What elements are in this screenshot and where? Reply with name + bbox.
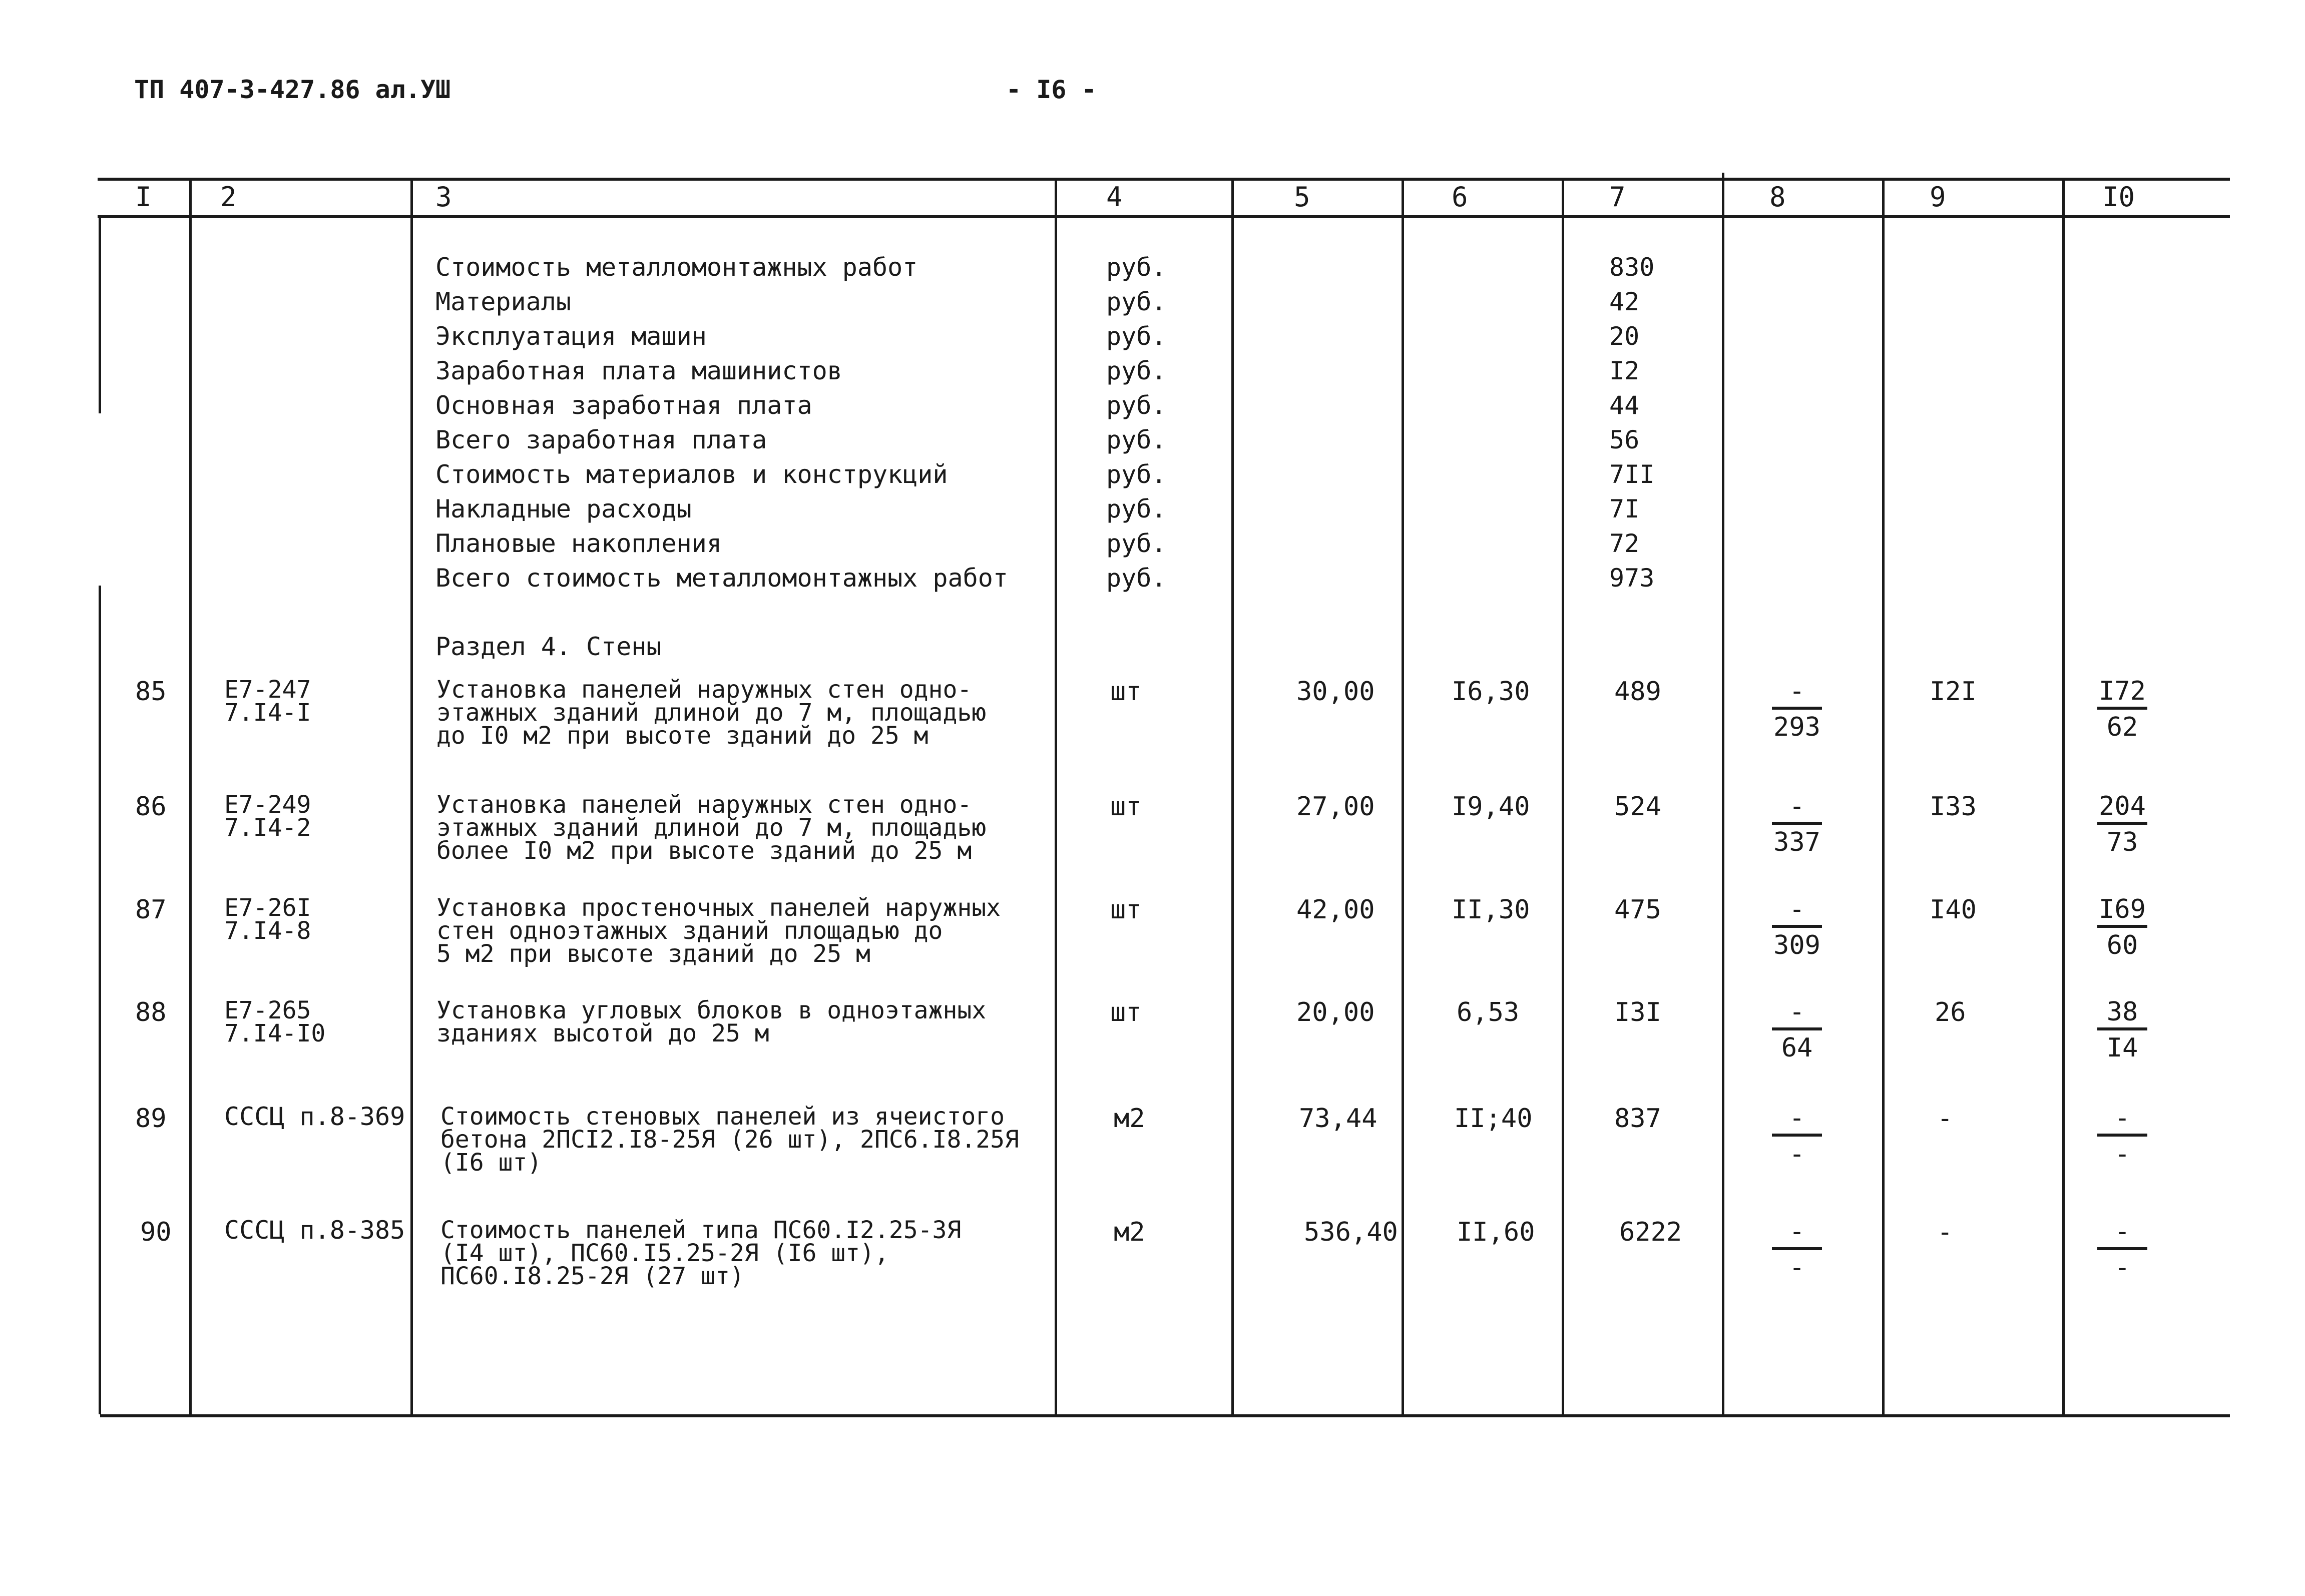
fraction-numerator: - — [2114, 1217, 2130, 1247]
row-unit: шт — [1110, 997, 1142, 1027]
row-col8-fraction — [1772, 996, 1822, 1063]
fraction-denominator: I4 — [2106, 1033, 2138, 1063]
column-divider — [410, 178, 413, 1414]
column-number: 5 — [1294, 181, 1310, 213]
fraction-bar — [2097, 822, 2147, 825]
cost-line-value: 973 — [1609, 564, 1655, 593]
cost-line-value: 56 — [1609, 425, 1640, 454]
fraction-bar — [1772, 822, 1822, 825]
cost-line-value: 72 — [1609, 529, 1640, 558]
fraction-bar — [2097, 1027, 2147, 1030]
row-col10-fraction — [2097, 676, 2147, 743]
fraction-denominator: - — [1789, 1253, 1805, 1283]
row-number: 87 — [135, 895, 167, 925]
column-divider — [1882, 178, 1885, 1414]
column-number: I0 — [2102, 181, 2135, 213]
column-number: 9 — [1930, 181, 1946, 213]
fraction-bar — [1772, 925, 1822, 928]
row-col5: 73,44 — [1299, 1104, 1377, 1134]
cost-line-unit: руб. — [1106, 356, 1167, 385]
row-col9: I40 — [1930, 895, 1977, 925]
fraction-numerator: - — [1789, 894, 1805, 924]
fraction-denominator: - — [2114, 1253, 2130, 1283]
fraction-bar — [2097, 707, 2147, 710]
fraction-denominator: 73 — [2106, 827, 2138, 857]
fraction-denominator: 337 — [1773, 827, 1820, 857]
row-number: 88 — [135, 997, 167, 1027]
fraction-numerator: 204 — [2099, 791, 2146, 821]
cost-line-unit: руб. — [1106, 564, 1167, 593]
table-header-rule — [98, 215, 2230, 218]
column-divider — [1231, 178, 1234, 1414]
column-number: I — [135, 181, 152, 213]
cost-line-unit: руб. — [1106, 253, 1167, 282]
fraction-numerator: - — [1789, 997, 1805, 1027]
cost-line-unit: руб. — [1106, 494, 1167, 523]
column-divider — [99, 215, 101, 413]
fraction-denominator: - — [1789, 1139, 1805, 1169]
cost-line-value: 44 — [1609, 391, 1640, 420]
fraction-denominator: 64 — [1781, 1033, 1813, 1063]
cost-line-name: Плановые накопления — [435, 529, 722, 558]
row-col10-fraction — [2097, 894, 2147, 961]
fraction-denominator: - — [2114, 1139, 2130, 1169]
fraction-bar — [1772, 707, 1822, 710]
row-col5: 20,00 — [1296, 997, 1375, 1027]
row-col7: 489 — [1614, 677, 1661, 707]
row-col7: I3I — [1614, 997, 1661, 1027]
row-description: Стоимость стеновых панелей из ячеистого бетона 2ПСI2.I8-25Я (26 шт), 2ПС6.I8.25Я (I6 шт) — [440, 1103, 1019, 1177]
document-code: ТП 407-3-427.86 ал.УШ — [134, 75, 451, 104]
table-bottom-rule — [100, 1414, 2230, 1417]
row-col8-fraction — [1772, 1103, 1822, 1170]
cost-line-name: Всего заработная плата — [435, 425, 767, 454]
fraction-bar — [2097, 1247, 2147, 1250]
row-col6: 6,53 — [1457, 997, 1520, 1027]
page-number: - I6 - — [1006, 75, 1097, 104]
row-col6: I9,40 — [1452, 792, 1530, 822]
row-number: 85 — [135, 677, 167, 707]
column-divider — [99, 586, 101, 1414]
cost-line-value: I2 — [1609, 356, 1640, 385]
fraction-numerator: - — [2114, 1103, 2130, 1133]
row-col6: II,30 — [1452, 895, 1530, 925]
row-col9: - — [1937, 1217, 1953, 1247]
cost-line-name: Заработная плата машинистов — [435, 356, 842, 385]
column-divider — [1722, 173, 1724, 1414]
cost-line-unit: руб. — [1106, 425, 1167, 454]
row-col8-fraction — [1772, 791, 1822, 858]
fraction-numerator: - — [1789, 791, 1805, 821]
row-col10-fraction — [2097, 1103, 2147, 1170]
column-divider — [2062, 178, 2065, 1414]
row-code: Е7-249 7.I4-2 — [224, 791, 311, 842]
row-col8-fraction — [1772, 676, 1822, 743]
cost-line-unit: руб. — [1106, 529, 1167, 558]
fraction-bar — [1772, 1134, 1822, 1137]
row-col10-fraction — [2097, 1216, 2147, 1283]
row-description: Установка угловых блоков в одноэтажных зданиях высотой до 25 м — [436, 996, 987, 1047]
row-unit: шт — [1110, 792, 1142, 822]
fraction-bar — [1772, 1247, 1822, 1250]
cost-line-name: Эксплуатация машин — [435, 322, 707, 351]
row-number: 90 — [140, 1217, 172, 1247]
column-number: 6 — [1452, 181, 1468, 213]
fraction-numerator: I72 — [2099, 676, 2146, 706]
row-code: СССЦ п.8-369 — [224, 1102, 405, 1131]
row-col5: 30,00 — [1296, 677, 1375, 707]
row-code: Е7-265 7.I4-I0 — [224, 996, 326, 1047]
row-col9: I33 — [1930, 792, 1977, 822]
row-code: СССЦ п.8-385 — [224, 1216, 405, 1245]
fraction-numerator: I69 — [2099, 894, 2146, 924]
row-col7: 837 — [1614, 1104, 1661, 1134]
row-description: Стоимость панелей типа ПС60.I2.25-3Я (I4 шт), ПС60.I5.25-2Я (I6 шт), ПС60.I8.25-2Я (27 шт) — [440, 1216, 962, 1290]
row-col8-fraction — [1772, 894, 1822, 961]
fraction-denominator: 293 — [1773, 712, 1820, 742]
row-number: 86 — [135, 792, 167, 822]
row-number: 89 — [135, 1104, 167, 1134]
column-number: 3 — [435, 181, 452, 213]
row-col6: II;40 — [1454, 1104, 1533, 1134]
row-col10-fraction — [2097, 996, 2147, 1063]
row-unit: м2 — [1114, 1104, 1145, 1134]
cost-line-value: 7II — [1609, 460, 1655, 489]
column-divider — [1402, 178, 1404, 1414]
fraction-numerator: - — [1789, 1103, 1805, 1133]
fraction-bar — [2097, 925, 2147, 928]
cost-line-unit: руб. — [1106, 322, 1167, 351]
cost-line-value: 7I — [1609, 494, 1640, 523]
fraction-numerator: - — [1789, 676, 1805, 706]
fraction-numerator: 38 — [2106, 997, 2138, 1027]
row-unit: шт — [1110, 677, 1142, 707]
cost-line-name: Стоимость материалов и конструкций — [435, 460, 948, 489]
row-code: Е7-26I 7.I4-8 — [224, 894, 311, 945]
cost-line-value: 20 — [1609, 322, 1640, 351]
cost-line-name: Всего стоимость металломонтажных работ — [435, 564, 1008, 593]
cost-line-unit: руб. — [1106, 391, 1167, 420]
row-col5: 42,00 — [1296, 895, 1375, 925]
fraction-bar — [1772, 1027, 1822, 1030]
fraction-denominator: 60 — [2106, 930, 2138, 960]
cost-line-unit: руб. — [1106, 287, 1167, 316]
row-col8-fraction — [1772, 1216, 1822, 1283]
row-col6: I6,30 — [1452, 677, 1530, 707]
column-number: 2 — [220, 181, 237, 213]
cost-line-unit: руб. — [1106, 460, 1167, 489]
column-divider — [189, 178, 192, 1414]
row-col9: - — [1937, 1104, 1953, 1134]
section-title: Раздел 4. Стены — [435, 632, 662, 661]
column-number: 7 — [1609, 181, 1626, 213]
cost-line-name: Материалы — [435, 287, 571, 316]
row-col5: 536,40 — [1304, 1217, 1398, 1247]
fraction-denominator: 62 — [2106, 712, 2138, 742]
row-col10-fraction — [2097, 791, 2147, 858]
table-top-rule — [98, 178, 2230, 181]
row-col9: 26 — [1935, 997, 1966, 1027]
row-col7: 524 — [1614, 792, 1661, 822]
row-description: Установка панелей наружных стен одно- этажных зданий длиной до 7 м, площадью более I0 м2 при высоте зданий до 25 м — [436, 791, 987, 865]
row-col5: 27,00 — [1296, 792, 1375, 822]
row-unit: шт — [1110, 895, 1142, 925]
row-col7: 475 — [1614, 895, 1661, 925]
column-divider — [1055, 178, 1057, 1414]
cost-line-name: Основная заработная плата — [435, 391, 812, 420]
fraction-denominator: 309 — [1773, 930, 1820, 960]
column-number: 4 — [1106, 181, 1123, 213]
row-col7: 6222 — [1619, 1217, 1682, 1247]
row-unit: м2 — [1114, 1217, 1145, 1247]
cost-line-name: Накладные расходы — [435, 494, 692, 523]
row-col6: II,60 — [1457, 1217, 1535, 1247]
column-number: 8 — [1769, 181, 1786, 213]
fraction-numerator: - — [1789, 1217, 1805, 1247]
cost-line-value: 42 — [1609, 287, 1640, 316]
cost-line-value: 830 — [1609, 253, 1655, 282]
row-description: Установка простеночных панелей наружных стен одноэтажных зданий площадью до 5 м2 при высоте зданий до 25 м — [436, 894, 1001, 968]
row-code: Е7-247 7.I4-I — [224, 676, 311, 727]
fraction-bar — [2097, 1134, 2147, 1137]
cost-line-name: Стоимость металломонтажных работ — [435, 253, 918, 282]
row-description: Установка панелей наружных стен одно- этажных зданий длиной до 7 м, площадью до I0 м2 при высоте зданий до 25 м — [436, 676, 987, 750]
row-col9: I2I — [1930, 677, 1977, 707]
column-divider — [1562, 178, 1564, 1414]
